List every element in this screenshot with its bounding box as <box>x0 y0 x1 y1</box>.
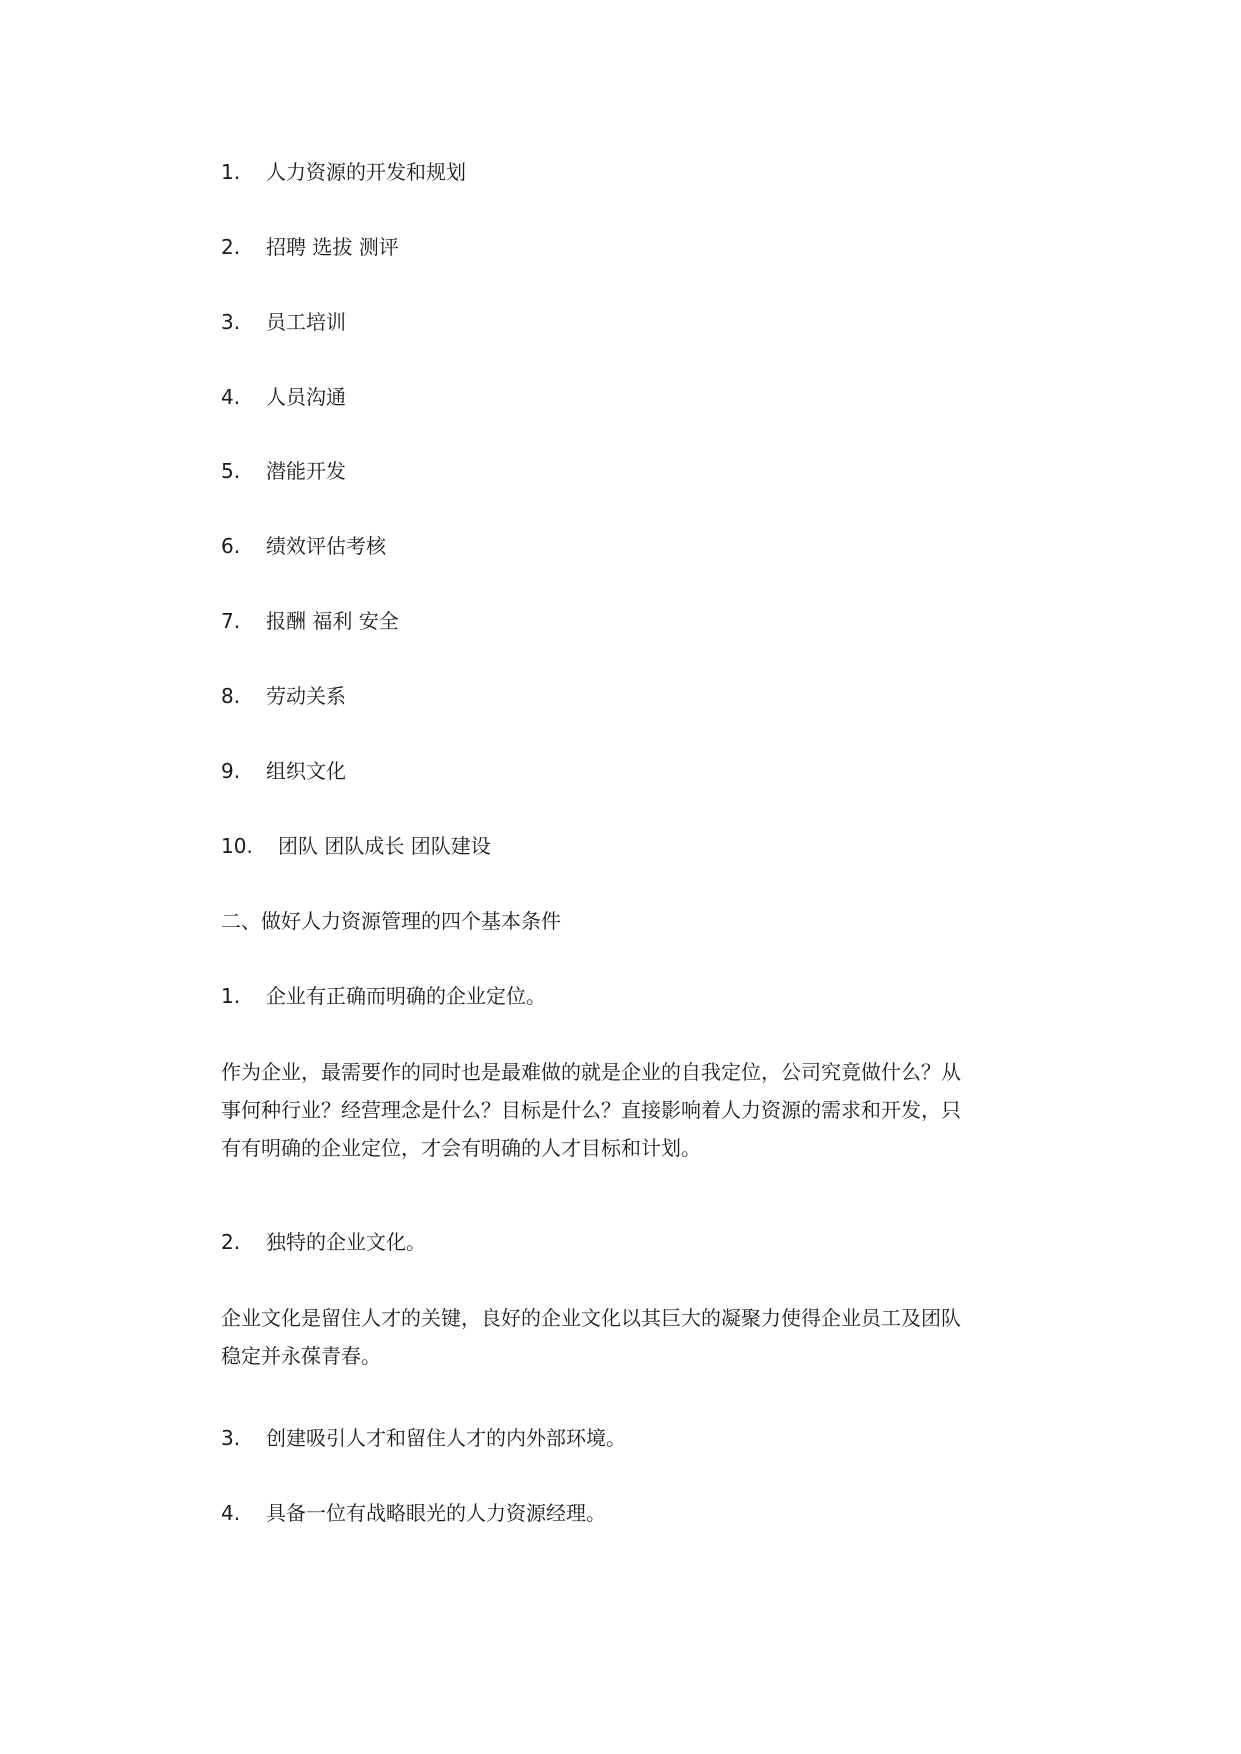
paragraph-culture <box>221 1299 1031 1375</box>
item-text: 企业有正确而明确的企业定位。 <box>266 984 546 1008</box>
paragraph-line: 企业文化是留住人才的关键，良好的企业文化以其巨大的凝聚力使得企业员工及团队 <box>221 1306 961 1330</box>
list-item-10 <box>221 832 1021 860</box>
item-text: 组织文化 <box>266 759 346 783</box>
paragraph-line: 有有明确的企业定位，才会有明确的人才目标和计划。 <box>221 1136 701 1160</box>
item-number: 9. <box>221 759 241 783</box>
item-text: 人力资源的开发和规划 <box>266 160 466 184</box>
condition-item-1 <box>221 982 1021 1010</box>
paragraph-line: 事何种行业？经营理念是什么？目标是什么？直接影响着人力资源的需求和开发，只 <box>221 1098 961 1122</box>
item-number: 8. <box>221 684 241 708</box>
condition-item-4 <box>221 1499 1021 1527</box>
item-text: 绩效评估考核 <box>266 534 386 558</box>
item-text: 劳动关系 <box>266 684 346 708</box>
item-text: 员工培训 <box>266 310 346 334</box>
item-text: 独特的企业文化。 <box>266 1230 426 1254</box>
list-item-8 <box>221 682 1021 710</box>
paragraph-positioning <box>221 1053 1031 1167</box>
condition-item-2 <box>221 1228 1021 1256</box>
item-number: 1. <box>221 984 241 1008</box>
list-item-7 <box>221 607 1021 635</box>
item-number: 2. <box>221 235 241 259</box>
list-item-5 <box>221 457 1021 485</box>
list-item-2 <box>221 233 1021 261</box>
paragraph-line: 稳定并永葆青春。 <box>221 1344 381 1368</box>
list-item-9 <box>221 757 1021 785</box>
section-heading: 二、做好人力资源管理的四个基本条件 <box>221 909 561 933</box>
item-text: 创建吸引人才和留住人才的内外部环境。 <box>266 1426 626 1450</box>
item-number: 1. <box>221 160 241 184</box>
paragraph-line: 作为企业，最需要作的同时也是最难做的就是企业的自我定位，公司究竟做什么？从 <box>221 1060 961 1084</box>
condition-item-3 <box>221 1424 1021 1452</box>
item-text: 人员沟通 <box>266 385 346 409</box>
item-text: 团队 团队成长 团队建设 <box>278 834 491 858</box>
item-number: 3. <box>221 1426 241 1450</box>
item-text: 潜能开发 <box>266 459 346 483</box>
item-number: 5. <box>221 459 241 483</box>
list-item-1 <box>221 158 1021 186</box>
item-text: 报酬 福利 安全 <box>266 609 399 633</box>
list-item-6 <box>221 532 1021 560</box>
list-item-3 <box>221 308 1021 336</box>
item-number: 3. <box>221 310 241 334</box>
item-text: 招聘 选拔 测评 <box>266 235 399 259</box>
list-item-4 <box>221 383 1021 411</box>
item-number: 6. <box>221 534 241 558</box>
item-number: 2. <box>221 1230 241 1254</box>
item-number: 4. <box>221 385 241 409</box>
item-number: 4. <box>221 1501 241 1525</box>
item-text: 具备一位有战略眼光的人力资源经理。 <box>266 1501 606 1525</box>
item-number: 7. <box>221 609 241 633</box>
item-number: 10. <box>221 834 253 858</box>
